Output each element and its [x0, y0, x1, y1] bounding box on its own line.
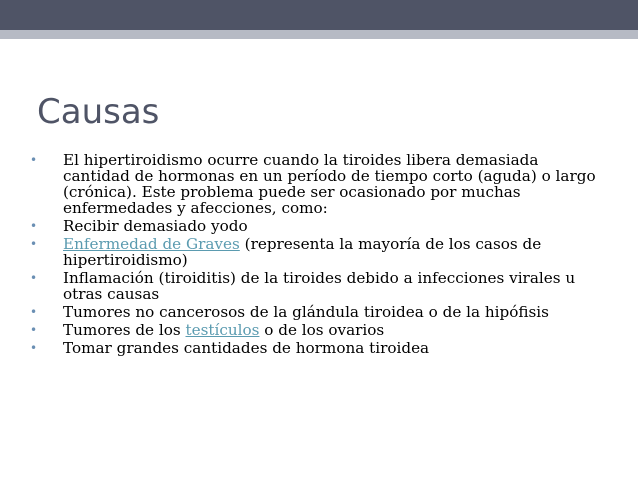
bullet-text: Recibir demasiado yodo — [63, 216, 248, 235]
slide-top-accent-bar — [0, 30, 638, 39]
bullet-text: Inflamación (tiroiditis) de la tiroides debido a infecciones virales u otras causas — [63, 268, 576, 303]
bullet-dot-icon: • — [30, 270, 38, 285]
bullet-dot-icon: • — [30, 153, 38, 167]
bullet-dot-icon: • — [30, 341, 38, 356]
bullet-text: Tumores de los — [63, 321, 186, 339]
bullet-text: (representa la mayoría de los casos de hipertiroidismo) — [63, 234, 542, 269]
bullet-dot-icon: • — [30, 236, 38, 251]
bullet-item — [28, 341, 608, 357]
testicles-link[interactable]: testículos — [185, 321, 260, 339]
slide-top-bar — [0, 0, 638, 30]
bullet-item — [28, 323, 608, 339]
bullet-dot-icon: • — [30, 304, 38, 319]
bullet-text: El hipertiroidismo ocurre cuando la tiroides libera demasiada cantidad de hormonas en un período de tiempo corto (aguda) o largo (crónica). Este problema puede ser ocasionado por muchas enfermedades y afecciones, como: — [63, 151, 596, 217]
bullet-text: Tomar grandes cantidades de hormona tiroidea — [63, 339, 430, 358]
bullet-dot-icon: • — [30, 218, 38, 233]
bullet-dot-icon: • — [30, 323, 38, 337]
bullet-item — [28, 234, 608, 269]
slide-title: Causas — [37, 92, 160, 132]
bullet-item — [28, 302, 608, 321]
graves-disease-link[interactable]: Enfermedad de Graves — [63, 234, 240, 253]
bullet-text: o de los ovarios — [259, 321, 385, 339]
bullet-item — [28, 268, 608, 303]
bullet-text: Tumores no cancerosos de la glándula tiroidea o de la hipófisis — [63, 302, 549, 321]
bullet-item — [28, 216, 608, 235]
bullet-list — [28, 153, 608, 359]
bullet-item — [28, 153, 608, 217]
